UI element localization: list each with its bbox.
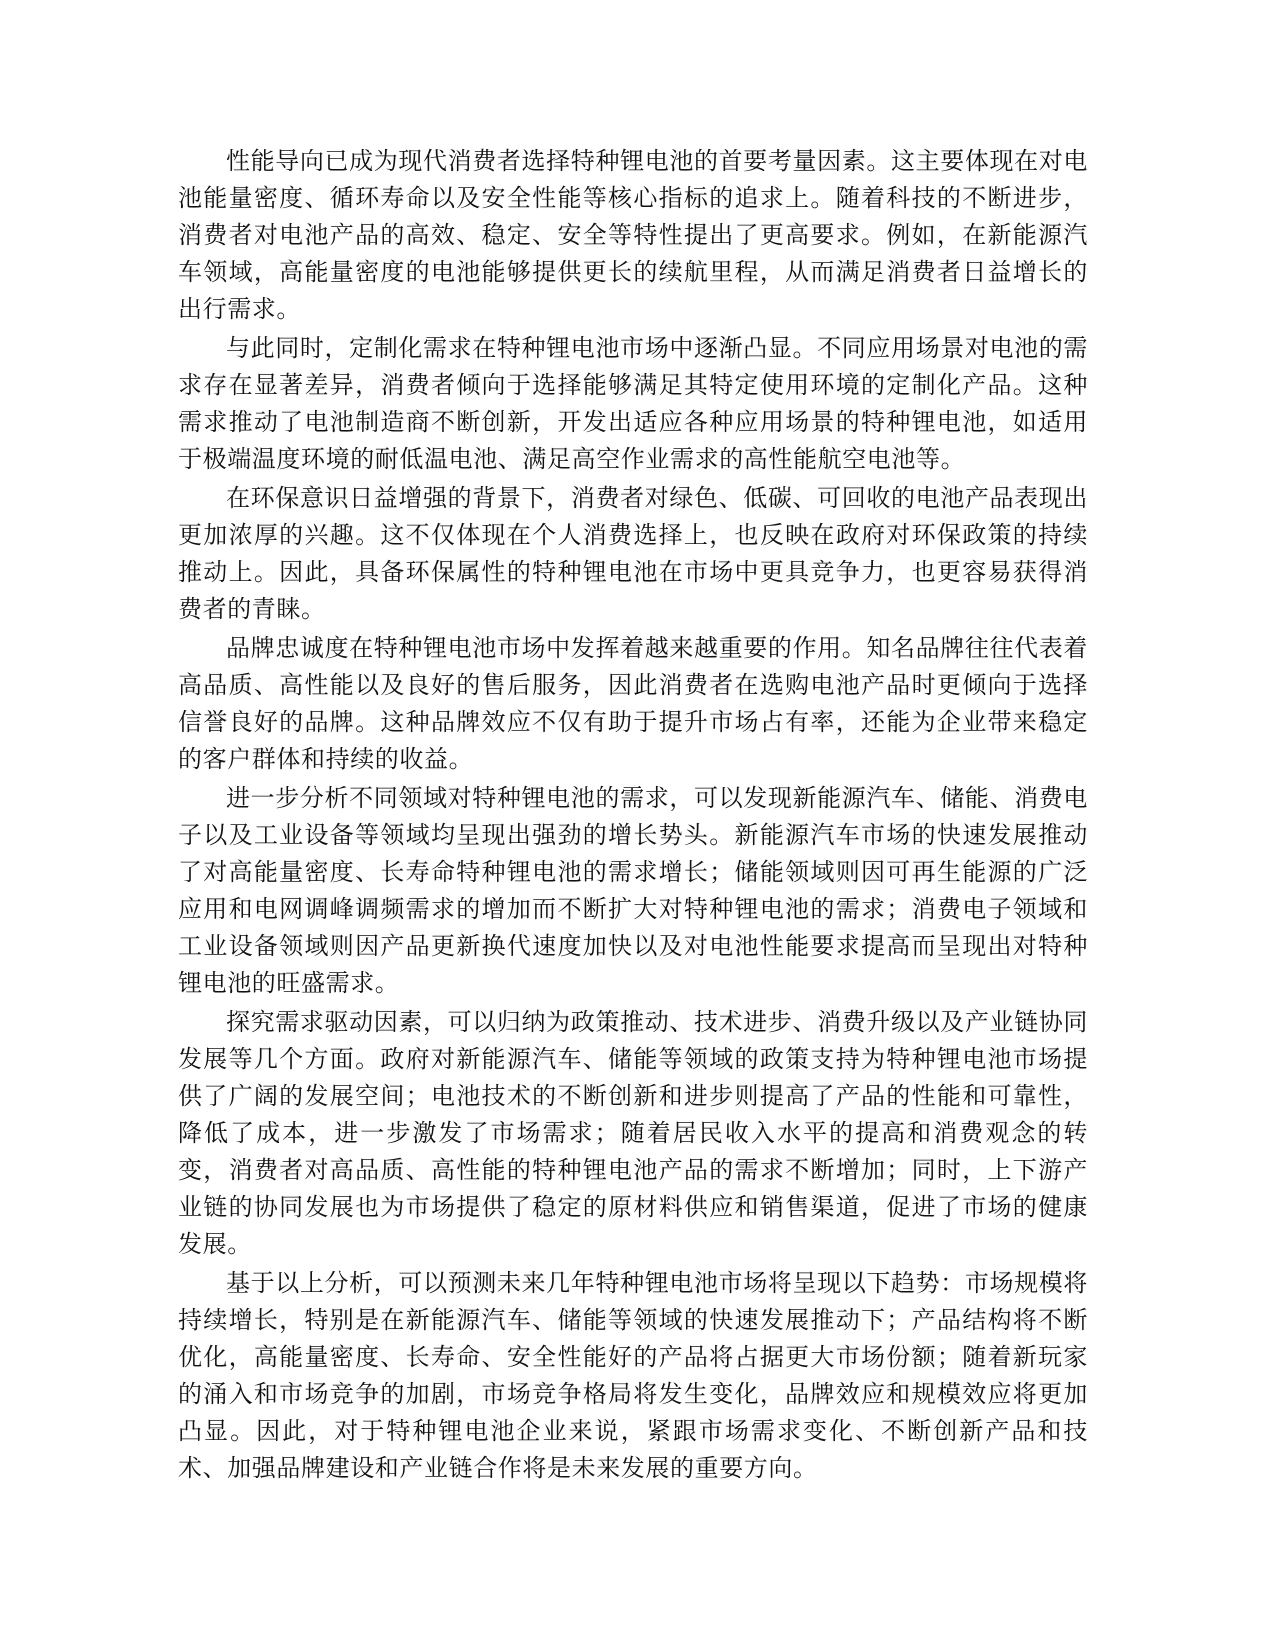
paragraph-brand-loyalty: 品牌忠诚度在特种锂电池市场中发挥着越来越重要的作用。知名品牌往往代表着高品质、高性能以及良好的售后服务，因此消费者在选购电池产品时更倾向于选择信誉良好的品牌。这种品牌效应不仅有助于提升市场占有率，还能为企业带来稳定的客户群体和持续的收益。 xyxy=(178,634,1088,773)
paragraph-customization: 与此同时，定制化需求在特种锂电池市场中逐渐凸显。不同应用场景对电池的需求存在显著差异，消费者倾向于选择能够满足其特定使用环境的定制化产品。这种需求推动了电池制造商不断创新，开发出适应各种应用场景的特种锂电池，如适用于极端温度环境的耐低温电池、满足高空作业需求的高性能航空电池等。 xyxy=(178,334,1088,473)
paragraph-performance: 性能导向已成为现代消费者选择特种锂电池的首要考量因素。这主要体现在对电池能量密度、循环寿命以及安全性能等核心指标的追求上。随着科技的不断进步，消费者对电池产品的高效、稳定、安全等特性提出了更高要求。例如，在新能源汽车领域，高能量密度的电池能够提供更长的续航里程，从而满足消费者日益增长的出行需求。 xyxy=(178,147,1088,323)
document-body xyxy=(178,143,1088,1489)
paragraph-environment: 在环保意识日益增强的背景下，消费者对绿色、低碳、可回收的电池产品表现出更加浓厚的兴趣。这不仅体现在个人消费选择上，也反映在政府对环保政策的持续推动上。因此，具备环保属性的特种锂电池在市场中更具竞争力，也更容易获得消费者的青睐。 xyxy=(178,484,1088,623)
paragraph-sector-demand: 进一步分析不同领域对特种锂电池的需求，可以发现新能源汽车、储能、消费电子以及工业设备等领域均呈现出强劲的增长势头。新能源汽车市场的快速发展推动了对高能量密度、长寿命特种锂电池的需求增长；储能领域则因可再生能源的广泛应用和电网调峰调频需求的增加而不断扩大对特种锂电池的需求；消费电子领域和工业设备领域则因产品更新换代速度加快以及对电池性能要求提高而呈现出对特种锂电池的旺盛需求。 xyxy=(178,784,1088,997)
paragraph-market-trends: 基于以上分析，可以预测未来几年特种锂电池市场将呈现以下趋势：市场规模将持续增长，特别是在新能源汽车、储能等领域的快速发展推动下；产品结构将不断优化，高能量密度、长寿命、安全性能好的产品将占据更大市场份额；随着新玩家的涌入和市场竞争的加剧，市场竞争格局将发生变化，品牌效应和规模效应将更加凸显。因此，对于特种锂电池企业来说，紧跟市场需求变化、不断创新产品和技术、加强品牌建设和产业链合作将是未来发展的重要方向。 xyxy=(178,1269,1088,1482)
paragraph-demand-drivers: 探究需求驱动因素，可以归纳为政策推动、技术进步、消费升级以及产业链协同发展等几个方面。政府对新能源汽车、储能等领域的政策支持为特种锂电池市场提供了广阔的发展空间；电池技术的不断创新和进步则提高了产品的性能和可靠性，降低了成本，进一步激发了市场需求；随着居民收入水平的提高和消费观念的转变，消费者对高品质、高性能的特种锂电池产品的需求不断增加；同时，上下游产业链的协同发展也为市场提供了稳定的原材料供应和销售渠道，促进了市场的健康发展。 xyxy=(178,1008,1088,1258)
